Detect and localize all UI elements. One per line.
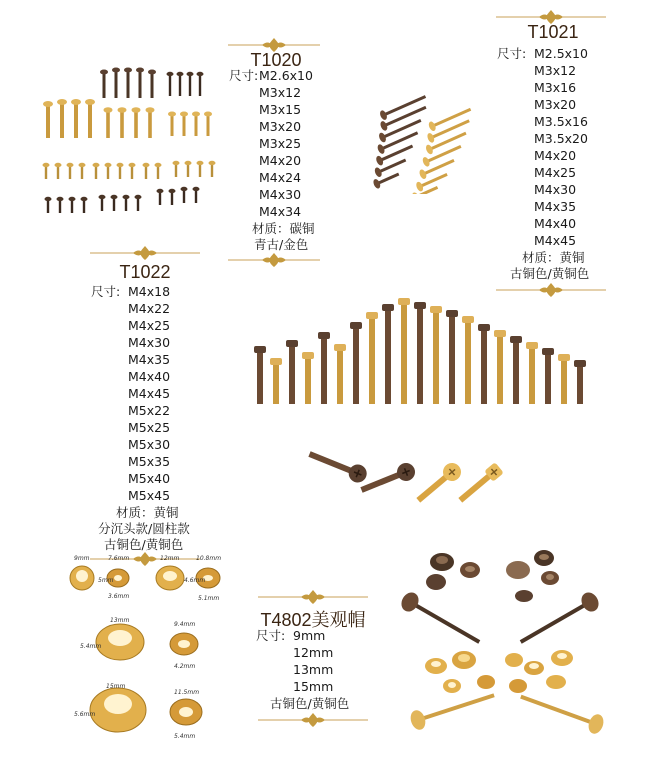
cap3-dim-0: 13mm: [110, 617, 130, 624]
cap-diagram-4: [74, 683, 202, 740]
t1021-color: 古铜色/黄铜色: [510, 266, 590, 281]
t1022-size-10: M5x35: [128, 454, 171, 469]
t1021-size-4: M3.5x16: [534, 114, 588, 129]
cap4-dim-1: 11.5mm: [174, 689, 200, 696]
t1021-size-label: 尺寸:: [497, 46, 527, 61]
cap-diagram-2: [156, 555, 221, 602]
t1021-size-3: M3x20: [534, 97, 577, 112]
t1020-size-7: M4x30: [259, 187, 302, 202]
cap3-dim-2: 5.4mm: [80, 643, 102, 650]
cap2-dim-1: 10.8mm: [196, 555, 222, 562]
t1022-size-4: M4x35: [128, 352, 171, 367]
t1022-size-list: [91, 283, 170, 504]
t1020-size-3: M3x20: [259, 119, 302, 134]
t1021-size-1: M3x12: [534, 63, 577, 78]
cap1-dim-1: 7.6mm: [108, 555, 130, 562]
cap1-dim-2: 5mm: [98, 577, 114, 584]
cap4-dim-0: 15mm: [106, 683, 126, 690]
t1020-size-5: M4x20: [259, 153, 302, 168]
t1021-size-10: M4x40: [534, 216, 577, 231]
t1022-style: 分沉头款/圆柱款: [98, 521, 190, 536]
t4802-caps-photo: [396, 548, 626, 748]
ornament-top-t1022: [90, 246, 200, 260]
ornament-top-t4802: [258, 590, 368, 604]
t1022-size-12: M5x45: [128, 488, 171, 503]
t1021-size-5: M3.5x20: [534, 131, 588, 146]
t1020-size-8: M4x34: [259, 204, 302, 219]
t1020-code: T1020: [250, 50, 302, 70]
bronze-screws-group: [398, 589, 602, 650]
t1022-size-1: M4x22: [128, 301, 171, 316]
cap-dimension-diagrams: [60, 548, 230, 748]
ornament-bottom-t4802: [258, 713, 368, 727]
t1020-size-4: M3x25: [259, 136, 302, 151]
t1022-screws-photo: [242, 286, 602, 506]
t1021-screws-photo: [336, 84, 496, 194]
t1022-size-label: 尺寸:: [91, 284, 121, 299]
t4802-size-label: 尺寸:: [256, 628, 286, 643]
t1021-size-6: M4x20: [534, 148, 577, 163]
t1022-size-0: M4x18: [128, 284, 171, 299]
cap4-dim-3: 5.4mm: [174, 733, 196, 740]
t1020-size-list: [229, 67, 313, 220]
t1022-size-3: M4x30: [128, 335, 171, 350]
t1021-size-0: M2.5x10: [534, 46, 588, 61]
t4802-color: 古铜色/黄铜色: [270, 696, 350, 711]
t1021-size-8: M4x30: [534, 182, 577, 197]
t1022-size-2: M4x25: [128, 318, 171, 333]
t1021-size-2: M3x16: [534, 80, 577, 95]
t4802-code: T4802美观帽: [260, 610, 366, 630]
t1022-color: 古铜色/黄铜色: [104, 537, 184, 552]
screw-lineup: [254, 298, 586, 404]
t4802-size-1: 12mm: [293, 645, 334, 660]
t1020-size-1: M3x12: [259, 85, 302, 100]
t4802-size-2: 13mm: [293, 662, 334, 677]
large-screws: [306, 446, 504, 506]
t1020-size-label: 尺寸:: [229, 68, 259, 83]
t1021-size-9: M4x35: [534, 199, 577, 214]
cap1-dim-0: 9mm: [74, 555, 90, 562]
t1022-material: 材质：黄铜: [116, 505, 179, 520]
t1021-size-11: M4x45: [534, 233, 577, 248]
cap-diagram-1: [70, 555, 129, 600]
cap2-dim-0: 12mm: [160, 555, 180, 562]
cap4-dim-2: 5.6mm: [74, 711, 96, 718]
cap2-dim-2: 4.6mm: [184, 577, 206, 584]
t1021-size-list: [497, 45, 588, 249]
t1021-material: 材质：黄铜: [522, 250, 585, 265]
t1022-size-7: M5x22: [128, 403, 171, 418]
t1022-size-9: M5x30: [128, 437, 171, 452]
t1020-screws-photo: [36, 60, 226, 220]
t1020-size-0: M2.6x10: [259, 68, 313, 83]
t1022-code: T1022: [119, 262, 171, 282]
t1020-size-2: M3x15: [259, 102, 302, 117]
t1022-size-6: M4x45: [128, 386, 171, 401]
t1022-size-5: M4x40: [128, 369, 171, 384]
ornament-bottom-t1020: [228, 253, 320, 267]
t4802-size-list: [256, 627, 333, 695]
t1020-material: 材质：碳铜: [252, 221, 315, 236]
screw-group-small-lower: [43, 161, 216, 213]
cap3-dim-3: 4.2mm: [174, 663, 196, 670]
t1022-size-11: M5x40: [128, 471, 171, 486]
cap3-dim-1: 9.4mm: [174, 621, 196, 628]
brass-screws-group: [408, 686, 606, 736]
cap2-dim-3: 5.1mm: [198, 595, 220, 602]
t1020-color: 青古/金色: [254, 237, 309, 252]
screw-group-bronze-top: [100, 68, 204, 99]
t1020-size-6: M4x24: [259, 170, 302, 185]
bronze-caps-group: [426, 550, 559, 602]
t4802-size-0: 9mm: [293, 628, 326, 643]
screw-group-gold-middle: [43, 99, 212, 138]
t1021-code: T1021: [527, 22, 579, 42]
t1021-size-7: M4x25: [534, 165, 577, 180]
t1022-size-8: M5x25: [128, 420, 171, 435]
brass-caps-group: [425, 650, 573, 693]
cap1-dim-3: 3.6mm: [108, 593, 130, 600]
screw-row-bronze: [348, 92, 452, 190]
cap-diagram-3: [80, 617, 198, 670]
t4802-size-3: 15mm: [293, 679, 334, 694]
